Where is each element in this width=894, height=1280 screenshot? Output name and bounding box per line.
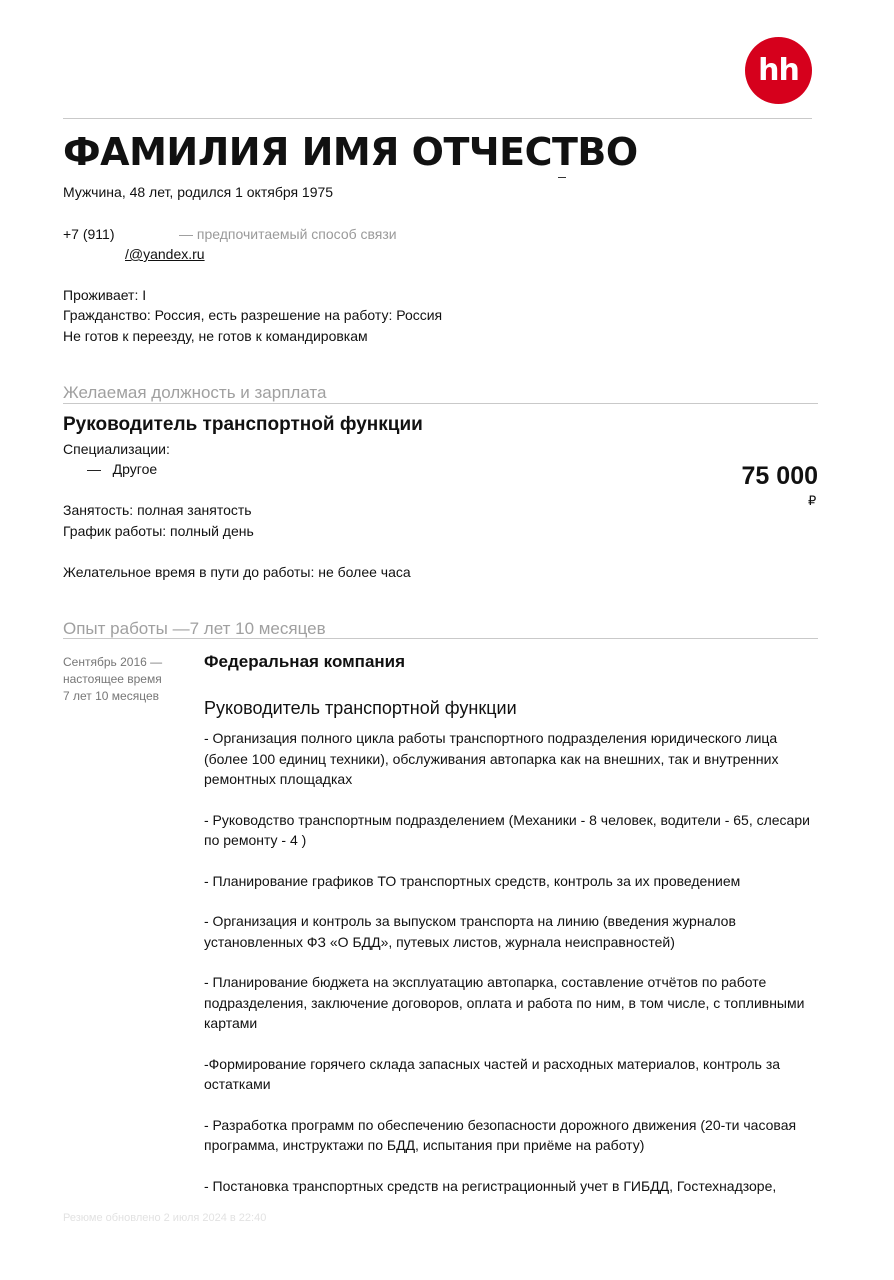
citizenship: Гражданство: Россия, есть разрешение на работу: Россия xyxy=(63,307,443,323)
duties-list xyxy=(204,728,816,1216)
duty-item: - Планирование графиков ТО транспортных средств, контроль за их проведением xyxy=(204,872,741,889)
commute-time: Желательное время в пути до работы: не более часа xyxy=(63,564,411,580)
duty-item: - Организация и контроль за выпуском транспорта на линию (введения журналов установленных ФЗ «О БДД», путевых листов, журнала неисправностей) xyxy=(204,913,736,950)
experience-heading: Опыт работы —7 лет 10 месяцев xyxy=(63,619,326,638)
relocation: Не готов к переезду, не готов к командировкам xyxy=(63,328,368,344)
residence: Проживает: I xyxy=(63,287,147,303)
specialization-item: — Другое xyxy=(87,461,158,477)
duty-item: - Разработка программ по обеспечению безопасности дорожного движения (20-ти часовая программа, инструктажи по БДД, испытания при приёме на работу) xyxy=(204,1116,797,1153)
job-position: Руководитель транспортной функции xyxy=(204,698,517,718)
mark xyxy=(558,177,566,178)
candidate-info: Мужчина, 48 лет, родился 1 октября 1975 xyxy=(63,184,334,200)
employment-type: Занятость: полная занятость xyxy=(63,502,252,518)
duty-item: - Руководство транспортным подразделением (Механики - 8 человек, водители - 65, слесари по ремонту - 4 ) xyxy=(204,811,810,848)
work-schedule: График работы: полный день xyxy=(63,523,254,539)
specializations-label: Специализации: xyxy=(63,441,170,457)
candidate-name: ФАМИЛИЯ ИМЯ ОТЧЕСТВО xyxy=(63,130,638,174)
header-divider xyxy=(63,118,812,119)
resume-updated-footer: Резюме обновлено 2 июля 2024 в 22:40 xyxy=(63,1212,267,1224)
experience-period xyxy=(63,654,162,705)
desired-position-title: Руководитель транспортной функции xyxy=(63,414,423,435)
company-name: Федеральная компания xyxy=(204,652,406,671)
section-divider xyxy=(63,638,818,639)
email-link[interactable]: /@yandex.ru xyxy=(125,246,205,262)
period-duration: 7 лет 10 месяцев xyxy=(63,689,160,703)
period-end: настоящее время xyxy=(63,672,162,686)
duty-item: - Планирование бюджета на эксплуатацию автопарка, составление отчётов по работе подразделения, заключение договоров, оплата и работа по ним, в том числе, с топливными картами xyxy=(204,974,805,1031)
duty-item: - Организация полного цикла работы транспортного подразделения юридического лица (более 100 единиц техники), обслуживания автопарка как на внешних, так и внутренних ремонтных площадках xyxy=(204,730,779,787)
logo-text: hh xyxy=(758,53,799,88)
duty-item: -Формирование горячего склада запасных частей и расходных материалов, контроль за остатками xyxy=(204,1055,781,1092)
period-start: Сентябрь 2016 — xyxy=(63,655,163,669)
preferred-contact-note: — предпочитаемый способ связи xyxy=(179,226,397,242)
desired-position-heading: Желаемая должность и зарплата xyxy=(63,383,327,402)
salary-amount: 75 000 xyxy=(741,462,818,490)
salary-currency: ₽ xyxy=(808,493,817,508)
section-divider xyxy=(63,403,818,404)
hh-logo[interactable] xyxy=(745,37,812,104)
duty-item: - Постановка транспортных средств на регистрационный учет в ГИБДД, Гостехнадзоре, xyxy=(204,1177,777,1194)
phone-number[interactable]: +7 (911) xyxy=(63,226,115,242)
